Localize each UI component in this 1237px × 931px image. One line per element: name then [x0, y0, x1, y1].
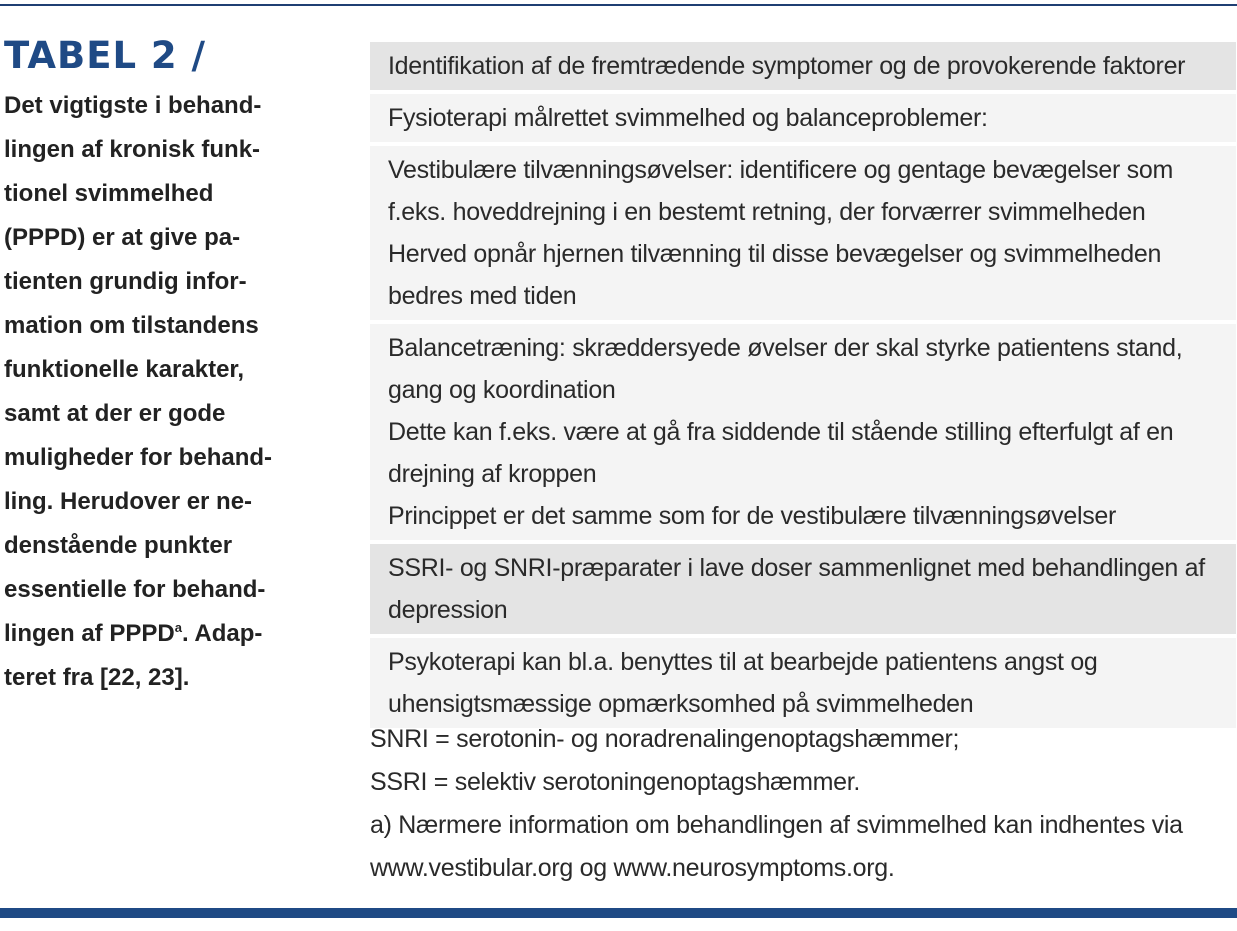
bottom-rule [0, 908, 1237, 918]
table-row [370, 94, 1236, 142]
table-row [370, 324, 1236, 540]
table-caption-panel [4, 32, 304, 700]
row-text: SSRI- og SNRI-præparater i lave doser sammenlignet med behandlingen af depression [388, 554, 1205, 624]
caption-line: denstående punkter [4, 532, 233, 559]
caption-line: . Adap- [181, 620, 263, 647]
table-row [370, 544, 1236, 634]
caption-line: funktionelle karakter, [4, 356, 245, 383]
row-text: Princippet er det samme som for de vestibulære tilvænningsøvelser [388, 502, 1117, 530]
caption-line: lingen af PPPD [4, 620, 175, 647]
footnote: SSRI = selektiv serotoningenoptagshæmmer. [370, 768, 861, 796]
table-row [370, 638, 1236, 728]
treatment-table [370, 42, 1236, 732]
footnote-marker: a [174, 620, 182, 635]
footnote: SNRI = serotonin- og noradrenalingenoptagshæmmer; [370, 725, 960, 753]
table-caption [4, 84, 304, 700]
caption-line: tionel svimmelhed [4, 180, 214, 207]
caption-line: essentielle for behand- [4, 576, 266, 603]
caption-line: samt at der er gode [4, 400, 226, 427]
row-text: Identifikation af de fremtrædende symptomer og de provokerende faktorer [388, 52, 1186, 80]
table-title: TABEL 2 / [4, 34, 207, 77]
caption-line: (PPPD) er at give pa- [4, 224, 241, 251]
row-text: Herved opnår hjernen tilvænning til disse bevægelser og svimmelheden bedres med tiden [388, 240, 1162, 310]
table-row [370, 42, 1236, 90]
row-text: Dette kan f.eks. være at gå fra siddende til stående stilling efterfulgt af en drejning af kroppen [388, 418, 1174, 488]
caption-line: tienten grundig infor- [4, 268, 247, 295]
row-text: Vestibulære tilvænningsøvelser: identificere og gentage bevægelser som f.eks. hoveddrejning i en bestemt retning, der forværrer svimmelheden [388, 156, 1173, 226]
row-text: Fysioterapi målrettet svimmelhed og balanceproblemer: [388, 104, 988, 132]
caption-line: teret fra [22, 23]. [4, 664, 190, 691]
footnote: a) Nærmere information om behandlingen af svimmelhed kan indhentes via www.vestibular.org og www.neurosymptoms.org. [370, 811, 1183, 882]
caption-line: Det vigtigste i behand- [4, 92, 262, 119]
table-row [370, 146, 1236, 320]
top-rule [0, 4, 1237, 6]
row-text: Balancetræning: skræddersyede øvelser der skal styrke patientens stand, gang og koordination [388, 334, 1183, 404]
row-text: Psykoterapi kan bl.a. benyttes til at bearbejde patientens angst og uhensigtsmæssige opmærksomhed på svimmelheden [388, 648, 1098, 718]
caption-line: lingen af kronisk funk- [4, 136, 261, 163]
table-footnotes [370, 718, 1236, 890]
caption-line: muligheder for behand- [4, 444, 273, 471]
caption-line: mation om tilstandens [4, 312, 259, 339]
caption-line: ling. Herudover er ne- [4, 488, 253, 515]
